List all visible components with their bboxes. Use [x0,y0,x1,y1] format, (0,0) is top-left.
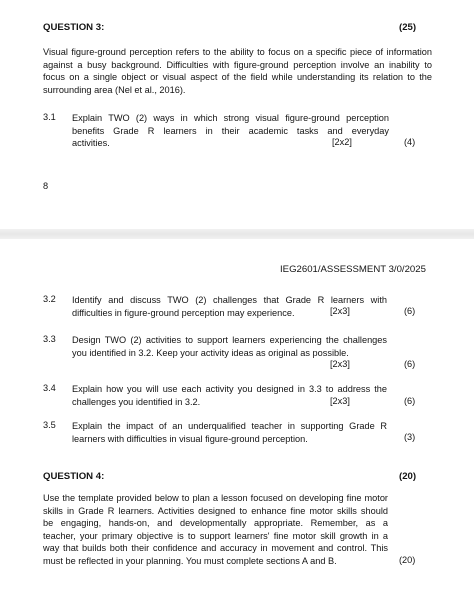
item-3-5-text [72,420,387,445]
question-3-total: (25) [399,22,417,33]
item-breakdown: [2x3] [330,359,350,369]
item-breakdown: [2x2] [332,137,352,147]
intro-line: Visual figure-ground perception refers to the ability to focus on a specific piece of information [43,47,432,57]
intro-line: against a busy background. Difficulties with figure-ground perception involve an inability to [43,59,432,70]
question-4-total: (20) [399,471,417,482]
item-line: Explain TWO (2) ways in which strong visual figure-ground perception [72,113,389,123]
page-break [0,229,474,239]
item-marks: (4) [404,137,416,147]
running-header: IEG2601/ASSESSMENT 3/0/2025 [280,264,426,275]
question-3-heading: QUESTION 3: [43,22,105,33]
item-line: challenges you identified in 3.2. [72,396,201,407]
item-line: Identify and discuss TWO (2) challenges that Grade R learners with [72,295,387,305]
item-3-3-text [72,334,387,359]
item-line: difficulties in figure-ground perception may experience. [72,307,295,318]
page-8-bottom [0,0,474,229]
item-number: 3.4 [43,383,56,393]
item-number: 3.3 [43,334,56,344]
q4-line: skills in Grade R learners. Activities designed to enhance fine motor skills should [43,505,388,516]
item-number: 3.5 [43,420,56,430]
page-number: 8 [43,181,49,191]
item-line: Explain the impact of an underqualified teacher in supporting Grade R [72,421,387,431]
intro-line: surrounding area (Nel et al., 2016). [43,84,186,95]
q4-line: be engaging, hands-on, and developmentally appropriate. Remember, as a [43,518,388,529]
q4-line: way that builds both their confidence and accuracy in movement and control. This [43,543,388,554]
item-line: activities. [72,138,110,149]
item-marks: (6) [404,396,416,406]
item-line: learners with difficulties in visual figure-ground perception. [72,433,308,444]
question-3-intro [43,46,432,96]
item-line: benefits Grade R learners in their academic tasks and everyday [72,125,389,136]
item-number: 3.2 [43,294,56,304]
item-line: Design TWO (2) activities to support learners experiencing the challenges [72,335,387,345]
q4-line: must be reflected in your planning. You must complete sections A and B. [43,555,337,566]
page-9-top [0,239,474,613]
item-line: you identified in 3.2. Keep your activity ideas as original as possible. [72,347,349,358]
question-4-text [43,492,388,568]
question-4-heading: QUESTION 4: [43,471,105,482]
q4-line: teacher, your primary objective is to support learners' fine motor skill growth in a [43,530,388,541]
item-line: Explain how you will use each activity you designed in 3.3 to address the [72,384,387,394]
item-marks: (3) [404,432,416,442]
q4-line: Use the template provided below to plan a lesson focused on developing fine motor [43,493,388,503]
item-number: 3.1 [43,112,56,122]
item-breakdown: [2x3] [330,396,350,406]
item-marks: (6) [404,306,416,316]
item-marks: (6) [404,359,416,369]
question-4-marks: (20) [399,555,416,565]
item-breakdown: [2x3] [330,306,350,316]
intro-line: focus on a single object or visual aspect of the field while understanding its relation to the [43,72,432,83]
